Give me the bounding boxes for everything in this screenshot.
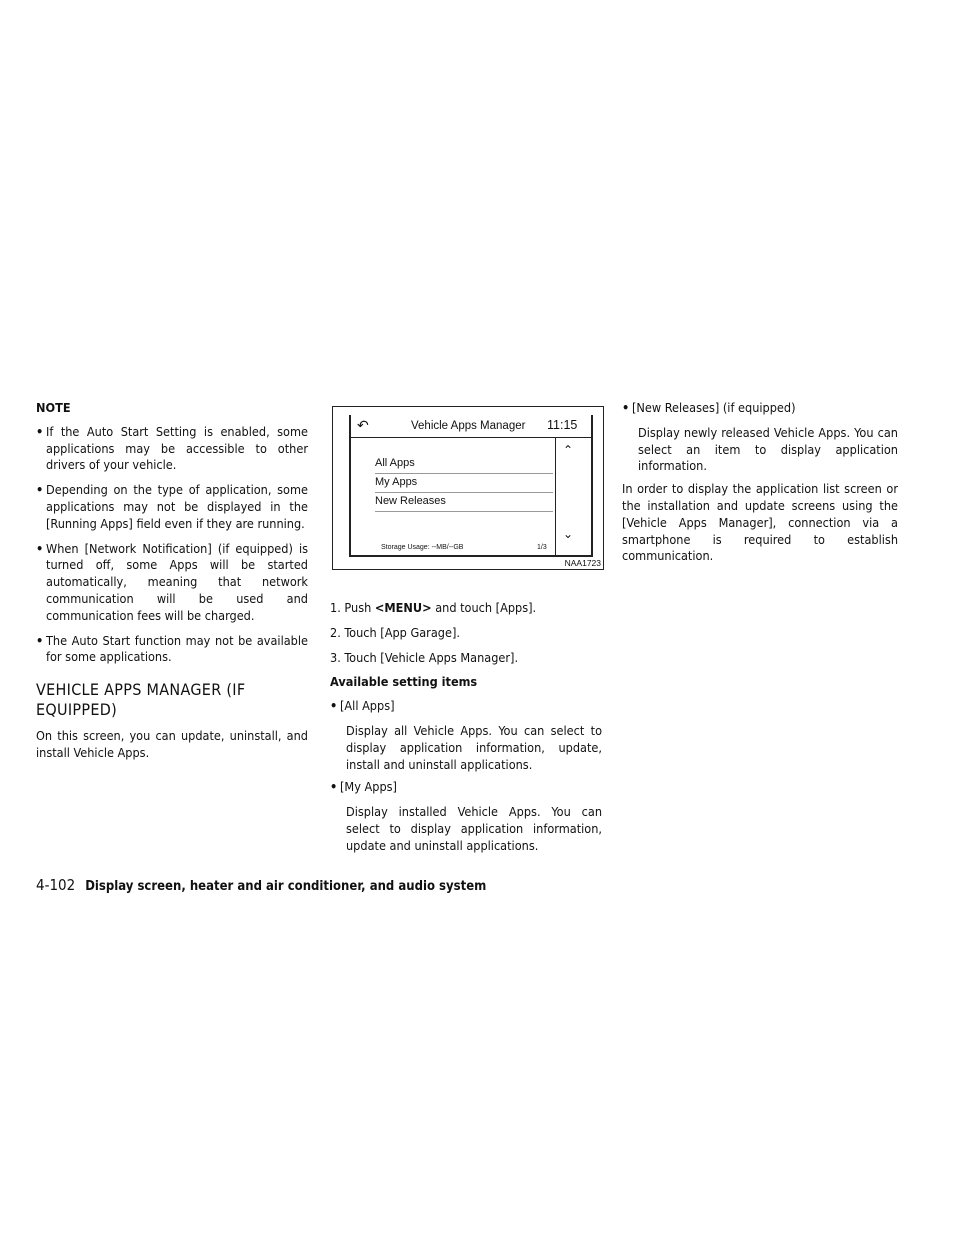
middle-column (330, 600, 602, 861)
bullet-icon: • (330, 779, 338, 795)
step-3: 3. Touch [Vehicle Apps Manager]. (330, 649, 519, 665)
scroll-divider (555, 437, 556, 555)
back-icon: ↶ (357, 417, 369, 433)
menu-item-new-releases: New Releases (375, 493, 553, 512)
setting-item-title: • [All Apps] (330, 698, 395, 714)
storage-usage: Storage Usage: --MB/--GB (381, 544, 464, 551)
chevron-down-icon: ⌄ (563, 527, 574, 541)
note-item: • When [Network Notification] (if equipped) is turned off, some Apps will be started automatically, meaning that network communication will be used and communication fees will be charged. (36, 540, 308, 623)
note-item: • If the Auto Start Setting is enabled, some applications may be accessible to other drivers of your vehicle. (36, 423, 308, 473)
step-2: 2. Touch [App Garage]. (330, 624, 460, 640)
bullet-icon: • (36, 423, 44, 439)
connection-paragraph: In order to display the application list screen or the installation and update screens using the [Vehicle Apps Manager], connection via a smartphone is required to establish communication. (622, 481, 898, 564)
menu-item-my-apps: My Apps (375, 474, 553, 493)
bullet-icon: • (36, 482, 44, 498)
step-1: 1. Push <MENU> and touch [Apps]. (330, 600, 537, 615)
screen-header (349, 415, 593, 438)
page-footer (36, 876, 486, 894)
screen-title: Vehicle Apps Manager (411, 420, 526, 432)
setting-item-desc: Display installed Vehicle Apps. You can select to display application information, update and uninstall applications. (346, 804, 602, 853)
chevron-up-icon: ⌃ (563, 443, 574, 457)
note-item: • The Auto Start function may not be available for some applications. (36, 632, 308, 665)
figure-code: NAA1723 (564, 558, 601, 568)
screen-figure (332, 406, 604, 570)
setting-item-title: • [New Releases] (if equipped) (622, 400, 796, 415)
setting-item-desc: Display all Vehicle Apps. You can select to display application information, update, install and uninstall applications. (346, 722, 602, 772)
note-item: • Depending on the type of application, some applications may not be displayed in the [Running Apps] field even if they are running. (36, 482, 308, 531)
available-items-label: Available setting items (330, 674, 478, 690)
menu-item-all-apps: All Apps (375, 455, 553, 474)
bullet-icon: • (36, 540, 44, 556)
page-indicator: 1/3 (537, 544, 547, 551)
menu-list (375, 455, 553, 512)
right-column (622, 400, 898, 573)
setting-item-desc: Display newly released Vehicle Apps. You can select an item to display application information. (638, 424, 898, 474)
intro-paragraph: On this screen, you can update, uninstall, and install Vehicle Apps. (36, 728, 308, 760)
bullet-icon: • (36, 632, 44, 648)
page-number: 4-102 (36, 876, 76, 894)
setting-item-title: • [My Apps] (330, 779, 397, 795)
left-column (36, 400, 308, 770)
clock: 11:15 (547, 418, 578, 432)
note-label: NOTE (36, 400, 71, 415)
section-title: VEHICLE APPS MANAGER (IF EQUIPPED) (36, 680, 246, 720)
bullet-icon: • (330, 698, 338, 714)
chapter-title: Display screen, heater and air conditioner, and audio system (85, 879, 487, 894)
bullet-icon: • (622, 400, 630, 415)
